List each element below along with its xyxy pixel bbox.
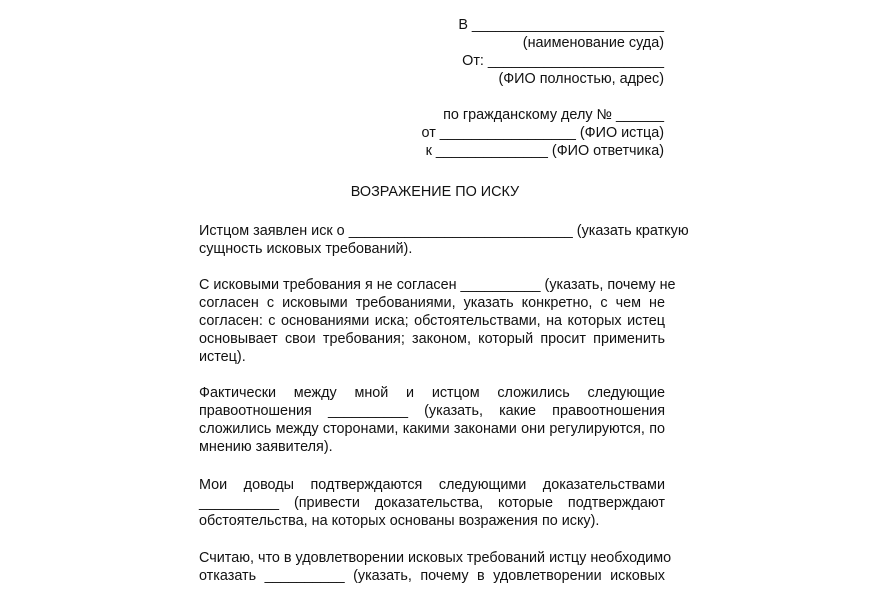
paragraph-claim [199,222,689,258]
defendant-line: к ______________ (ФИО ответчика) [425,143,664,159]
paragraph-line: истец). [199,349,246,365]
paragraph-line: Истцом заявлен иск о ____________________________ (указать краткую [199,223,689,239]
paragraph-line: сложились между сторонами, какими законами они регулируются, по [199,421,665,437]
paragraph-line: __________ (привести доказательства, которые подтверждают [199,495,665,511]
court-caption: (наименование суда) [522,35,664,51]
paragraph-line: Фактически между мной и истцом сложились следующие [199,385,665,401]
paragraph-line: правоотношения __________ (указать, какие правоотношения [199,403,665,419]
case-number-line: по гражданскому делу № ______ [443,107,664,123]
paragraph-line: согласен с исковыми требованиями, указать конкретно, с чем не [199,295,665,311]
plaintiff-line: от _________________ (ФИО истца) [421,125,664,141]
paragraph-line: обстоятельства, на которых основаны возражения по иску). [199,513,600,529]
court-line: В ________________________ [458,17,664,33]
paragraph-line: мнению заявителя). [199,439,333,455]
from-line: От: ______________________ [462,53,664,69]
paragraph-disagreement [199,276,676,366]
paragraph-line: согласен: с основаниями иска; обстоятельствами, на которых истец [199,313,665,329]
document-title: ВОЗРАЖЕНИЕ ПО ИСКУ [350,184,520,200]
paragraph-evidence [199,476,665,530]
paragraph-line: отказать __________ (указать, почему в удовлетворении исковых [199,568,665,584]
paragraph-line: основывает свои требования; законом, который просит применить [199,331,665,347]
paragraph-relations [199,384,665,456]
paragraph-request [199,549,672,585]
paragraph-line: С исковыми требования я не согласен __________ (указать, почему не [199,277,676,293]
paragraph-line: Считаю, что в удовлетворении исковых требований истцу необходимо [199,550,672,566]
paragraph-line: сущность исковых требований). [199,241,413,257]
from-caption: (ФИО полностью, адрес) [498,71,664,87]
paragraph-line: Мои доводы подтверждаются следующими доказательствами [199,477,665,493]
